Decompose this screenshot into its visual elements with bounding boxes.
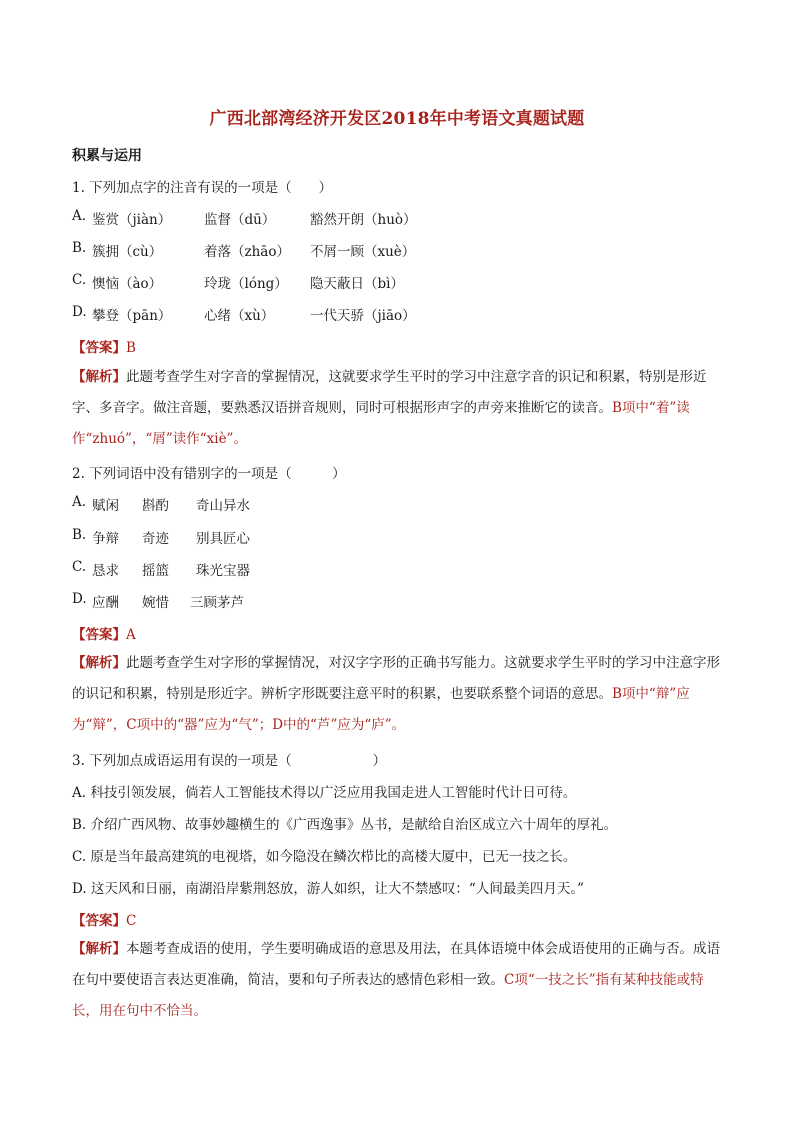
q2-option-a-word1: 赋闲 xyxy=(92,498,119,514)
q3-option-b: B. 介绍广西风物、故事妙趣横生的《广西逸事》丛书，是献给自治区成立六十周年的厚礼。 xyxy=(72,817,618,833)
analysis-tag: 【解析】 xyxy=(72,941,126,957)
q2-stem: 2. 下列词语中没有错别字的一项是（ ） xyxy=(72,466,346,482)
q1-option-b-word1: 簇拥（cù） xyxy=(92,244,163,260)
q2-analysis xyxy=(72,648,726,741)
q2-option-c-word2: 摇篮 xyxy=(142,563,169,579)
q1-option-c-label: C. xyxy=(72,272,87,288)
q1-option-b-word3: 不屑一顾（xuè） xyxy=(310,244,416,260)
section-heading: 积累与运用 xyxy=(72,148,142,164)
answer-tag: 【答案】 xyxy=(72,913,126,929)
page-title: 广西北部湾经济开发区2018年中考语文真题试题 xyxy=(209,109,585,129)
q2-option-d-word2: 婉惜 xyxy=(142,595,169,611)
q1-option-a-word3: 豁然开朗（huò） xyxy=(310,212,417,228)
answer-tag: 【答案】 xyxy=(72,627,126,643)
q2-analysis-text: 此题考查学生对字形的掌握情况，对汉字字形的正确书写能力。这就要求学生平时的学习中注意字形的识记和积累，特别是形近字。辨析字形既要注意平时的积累，也要联系整个词语的意思。 xyxy=(72,655,720,702)
q1-option-c-word1: 懊恼（ào） xyxy=(92,276,163,292)
q3-option-a: A. 科技引领发展，倘若人工智能技术得以广泛应用我国走进人工智能时代计日可待。 xyxy=(72,785,577,801)
q1-answer-value: B xyxy=(126,340,136,356)
q3-answer xyxy=(72,909,136,929)
q1-option-a-label: A. xyxy=(72,208,87,224)
analysis-tag: 【解析】 xyxy=(72,369,126,385)
q2-option-c-label: C. xyxy=(72,559,87,575)
q2-option-d-label: D. xyxy=(72,591,87,607)
q2-option-a-word2: 斟酌 xyxy=(142,498,169,514)
q3-option-c: C. 原是当年最高建筑的电视塔，如今隐没在鳞次栉比的高楼大厦中，已无一技之长。 xyxy=(72,849,577,865)
q2-option-c-word1: 恳求 xyxy=(92,563,119,579)
q1-option-b-word2: 着落（zhāo） xyxy=(204,244,290,260)
q2-option-b-label: B. xyxy=(72,527,87,543)
q1-option-d-label: D. xyxy=(72,304,87,320)
q3-analysis-key: C项“一技之长”指有某种技能或特长，用在句中不恰当。 xyxy=(72,972,704,1019)
q1-answer xyxy=(72,336,136,356)
q2-option-d-word3: 三顾茅芦 xyxy=(190,595,244,611)
q2-option-a-label: A. xyxy=(72,494,87,510)
q2-option-c-word3: 珠光宝器 xyxy=(196,563,250,579)
q2-option-b-word1: 争辩 xyxy=(92,531,119,547)
q2-option-b-word2: 奇迹 xyxy=(142,531,169,547)
q3-analysis-text: 本题考查成语的使用，学生要明确成语的意思及用法，在具体语境中体会成语使用的正确与否。成语在句中要使语言表达更准确，简洁，要和句子所表达的感情色彩相一致。 xyxy=(72,941,720,988)
q1-analysis xyxy=(72,362,726,455)
q3-analysis xyxy=(72,934,726,1027)
q2-option-a-word3: 奇山异水 xyxy=(196,498,250,514)
q1-analysis-key: B项中“着”读作“zhuó”，“屑”读作“xiè”。 xyxy=(72,400,690,447)
q1-option-b-label: B. xyxy=(72,240,87,256)
q1-stem: 1. 下列加点字的注音有误的一项是（ ） xyxy=(72,180,333,196)
analysis-tag: 【解析】 xyxy=(72,655,126,671)
q1-analysis-text: 此题考查学生对字音的掌握情况，这就要求学生平时的学习中注意字音的识记和积累，特别是形近字、多音字。做注音题，要熟悉汉语拼音规则，同时可根据形声字的声旁来推断它的读音。 xyxy=(72,369,707,416)
answer-tag: 【答案】 xyxy=(72,340,126,356)
q1-option-a-word1: 鉴赏（jiàn） xyxy=(92,212,172,228)
q1-option-c-word3: 隐天蔽日（bì） xyxy=(310,276,404,292)
q2-option-d-word1: 应酬 xyxy=(92,595,119,611)
q1-option-a-word2: 监督（dū） xyxy=(204,212,276,228)
q2-option-b-word3: 别具匠心 xyxy=(196,531,250,547)
q1-option-d-word2: 心绪（xù） xyxy=(204,308,275,324)
q2-answer xyxy=(72,623,136,643)
q1-option-d-word1: 攀登（pān） xyxy=(92,308,172,324)
q1-option-d-word3: 一代天骄（jiāo） xyxy=(310,308,416,324)
q3-stem: 3. 下列加点成语运用有误的一项是（ ） xyxy=(72,753,387,769)
q2-answer-value: A xyxy=(126,627,136,643)
q1-option-c-word2: 玲珑（lóng） xyxy=(204,276,288,292)
q2-analysis-key: B项中“辩”应为“辩”，C项中的“器”应为“气”；D中的“芦”应为“庐”。 xyxy=(72,686,690,733)
q3-answer-value: C xyxy=(126,913,137,929)
q3-option-d: D. 这天风和日丽，南湖沿岸紫荆怒放，游人如织，让大不禁感叹：“人间最美四月天。” xyxy=(72,881,584,897)
